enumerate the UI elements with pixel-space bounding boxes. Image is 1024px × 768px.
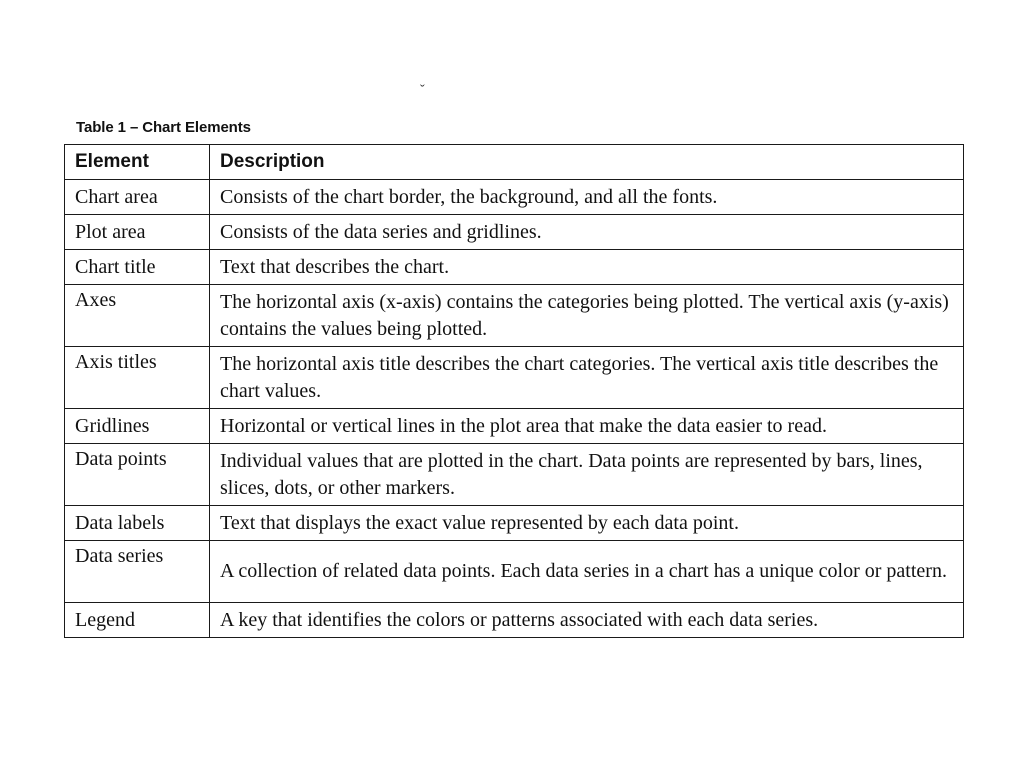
table-row — [65, 603, 964, 638]
description-cell: Horizontal or vertical lines in the plot area that make the data easier to read. — [210, 409, 964, 444]
table-row — [65, 215, 964, 250]
description-cell: A collection of related data points. Each data series in a chart has a unique color or pattern. — [210, 541, 964, 603]
element-cell: Data series — [65, 541, 210, 603]
element-cell: Data points — [65, 444, 210, 506]
chart-elements-table — [64, 144, 964, 638]
description-cell: The horizontal axis title describes the chart categories. The vertical axis title describes the chart values. — [210, 347, 964, 409]
element-cell: Chart title — [65, 250, 210, 285]
stray-mark: ˇ — [420, 83, 425, 98]
description-cell: A key that identifies the colors or patterns associated with each data series. — [210, 603, 964, 638]
table-row — [65, 180, 964, 215]
table-row — [65, 444, 964, 506]
table-row — [65, 250, 964, 285]
table-row — [65, 347, 964, 409]
description-cell: Text that describes the chart. — [210, 250, 964, 285]
element-cell: Data labels — [65, 506, 210, 541]
description-cell: Consists of the data series and gridlines. — [210, 215, 964, 250]
element-cell: Axis titles — [65, 347, 210, 409]
table-row — [65, 285, 964, 347]
table-header-row — [65, 145, 964, 180]
element-cell: Axes — [65, 285, 210, 347]
table-row — [65, 541, 964, 603]
description-cell: The horizontal axis (x-axis) contains the categories being plotted. The vertical axis (y-axis) contains the values being plotted. — [210, 285, 964, 347]
element-cell: Gridlines — [65, 409, 210, 444]
table-row — [65, 506, 964, 541]
table-caption: Table 1 – Chart Elements — [76, 119, 251, 136]
element-cell: Plot area — [65, 215, 210, 250]
description-cell: Consists of the chart border, the background, and all the fonts. — [210, 180, 964, 215]
table-row — [65, 409, 964, 444]
element-cell: Legend — [65, 603, 210, 638]
description-cell: Individual values that are plotted in the chart. Data points are represented by bars, lines, slices, dots, or other markers. — [210, 444, 964, 506]
header-description: Description — [210, 145, 964, 180]
description-cell: Text that displays the exact value represented by each data point. — [210, 506, 964, 541]
header-element: Element — [65, 145, 210, 180]
element-cell: Chart area — [65, 180, 210, 215]
